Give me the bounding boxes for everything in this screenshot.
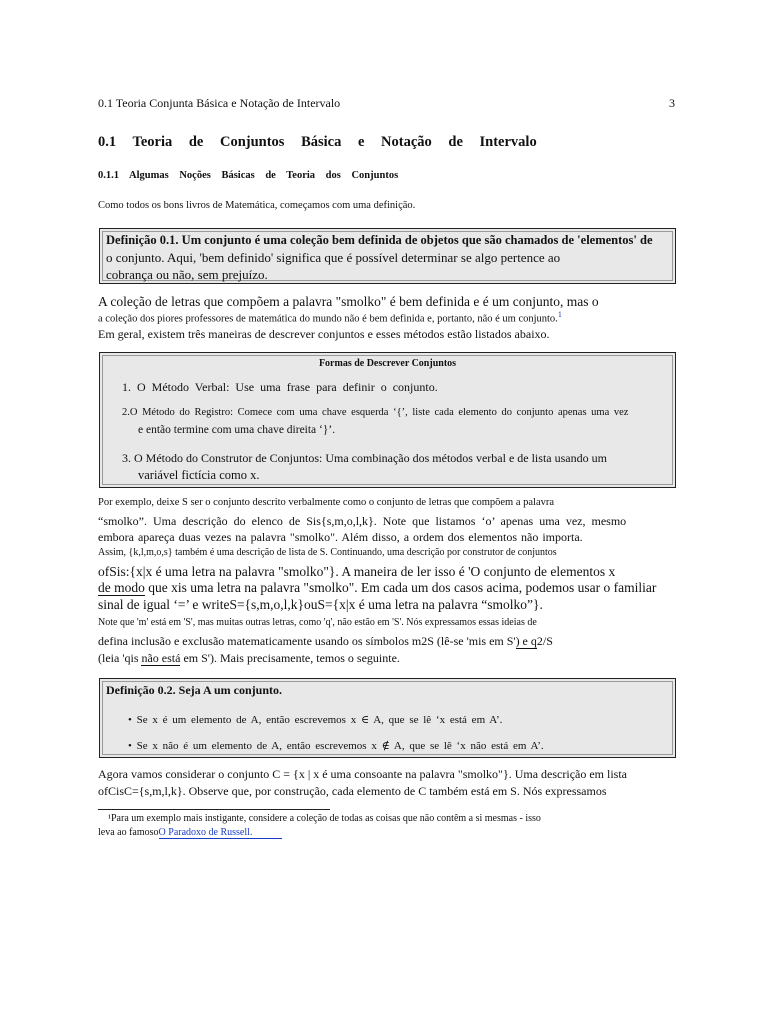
footnote-mark[interactable]: 1 bbox=[557, 310, 562, 319]
intro-text: Como todos os bons livros de Matemática, começamos com uma definição. bbox=[98, 200, 416, 211]
definition-1-line-2: o conjunto. Aqui, 'bem definido' significa que é possível determinar se algo pertence ao bbox=[106, 250, 561, 265]
russell-paradox-link[interactable]: O Paradoxo de Russell. bbox=[159, 827, 283, 839]
forms-title: Formas de Descrever Conjuntos bbox=[318, 358, 457, 369]
paragraph-1-line-2: a coleção dos piores professores de matemática do mundo não é bem definida e, portanto, não é um conjunto.$^1$ bbox=[98, 310, 562, 325]
forms-item-set-builder-cont: variável fictícia como x. bbox=[138, 468, 260, 482]
footnote-line-1: ¹Para um exemplo mais instigante, considere a coleção de todas as coisas que não contêm a si mesmas - isso bbox=[108, 813, 541, 824]
definition-box-1 bbox=[99, 228, 676, 284]
paragraph-2-line-7: sinal de igual ‘=’ e writeS={s,m,o,l,k}ouS={x|x é uma letra na palavra “smolko”}. bbox=[98, 597, 543, 612]
paragraph-1-line-3: Em geral, existem três maneiras de descrever conjuntos e esses métodos estão listados abaixo. bbox=[98, 327, 550, 341]
paragraph-1-line-1: A coleção de letras que compõem a palavra "smolko" é bem definida e é um conjunto, mas o bbox=[98, 294, 599, 309]
definition-2-bullet-1: • Se x é um elemento de A, então escrevemos x ∈ A, que se lê ‘x está em A’. bbox=[128, 714, 503, 726]
definition-2-heading: Definição 0.2. Seja A um conjunto. bbox=[106, 683, 283, 697]
section-title: 0.1 Teoria de Conjuntos Básica e Notação de Intervalo bbox=[98, 134, 537, 150]
definition-box-2 bbox=[99, 678, 676, 758]
page-number: 3 bbox=[669, 96, 675, 110]
definition-1-line-1: Definição 0.1. Um conjunto é uma coleção bem definida de objetos que são chamados de 'elementos' de bbox=[106, 233, 653, 247]
paragraph-2-line-2: “smolko”. Uma descrição do elenco de Sis{s,m,o,l,k}. Note que listamos ‘o’ apenas uma vez, mesmo bbox=[98, 514, 627, 528]
definition-2-bullet-2: • Se x não é um elemento de A, então escrevemos x ∉ A, que se lê ‘x não está em A’. bbox=[128, 740, 544, 752]
forms-item-roster: 2.O Método do Registro: Comece com uma chave esquerda ‘{’, liste cada elemento do conjunto apenas uma vez bbox=[122, 407, 629, 418]
paragraph-3-line-1: Agora vamos considerar o conjunto C = {x | x é uma consoante na palavra "smolko"}. Uma descrição em lista bbox=[98, 767, 628, 781]
paragraph-2-line-1: Por exemplo, deixe S ser o conjunto descrito verbalmente como o conjunto de letras que compõem a palavra bbox=[98, 497, 555, 508]
footnote-rule bbox=[98, 809, 330, 810]
forms-item-roster-cont: e então termine com uma chave direita ‘}’. bbox=[138, 424, 336, 436]
running-header: 0.1 Teoria Conjunta Básica e Notação de Intervalo bbox=[98, 96, 341, 110]
paragraph-2-line-6: de modo que xis uma letra na palavra "smolko". Em cada um dos casos acima, podemos usar o familiar bbox=[98, 580, 657, 595]
footnote-line-2: leva ao famosoO Paradoxo de Russell. bbox=[98, 827, 282, 838]
paragraph-2-line-3: embora apareça duas vezes na palavra "smolko". Além disso, a ordem dos elementos não importa. bbox=[98, 530, 583, 544]
forms-box bbox=[99, 352, 676, 488]
paragraph-3-line-2: ofCisC={s,m,l,k}. Observe que, por construção, cada elemento de C também está em S. Nós expressamos bbox=[98, 784, 607, 798]
paragraph-2-line-8: Note que 'm' está em 'S', mas muitas outras letras, como 'q', não estão em 'S'. Nós expressamos essas ideias de bbox=[98, 617, 537, 628]
forms-item-verbal: 1. O Método Verbal: Use uma frase para definir o conjunto. bbox=[122, 380, 438, 394]
forms-item-set-builder: 3. O Método do Construtor de Conjuntos: Uma combinação dos métodos verbal e de lista usando um bbox=[122, 451, 607, 465]
paragraph-2-line-4: Assim, {k,l,m,o,s} também é uma descrição de lista de S. Continuando, uma descrição por construtor de conjuntos bbox=[98, 547, 557, 558]
paragraph-2-line-9: defina inclusão e exclusão matematicamente usando os símbolos m2S (lê-se 'mis em S') e q2/S bbox=[98, 634, 553, 648]
paragraph-2-line-5: ofSis:{x|x é uma letra na palavra "smolko"}. A maneira de ler isso é 'O conjunto de elementos x bbox=[98, 564, 616, 579]
paragraph-2-line-10: (leia 'qis não está em S'). Mais precisamente, temos o seguinte. bbox=[98, 651, 400, 665]
subsection-title: 0.1.1 Algumas Noções Básicas de Teoria dos Conjuntos bbox=[98, 170, 399, 181]
definition-1-line-3: cobrança ou não, sem prejuízo. bbox=[106, 267, 268, 282]
